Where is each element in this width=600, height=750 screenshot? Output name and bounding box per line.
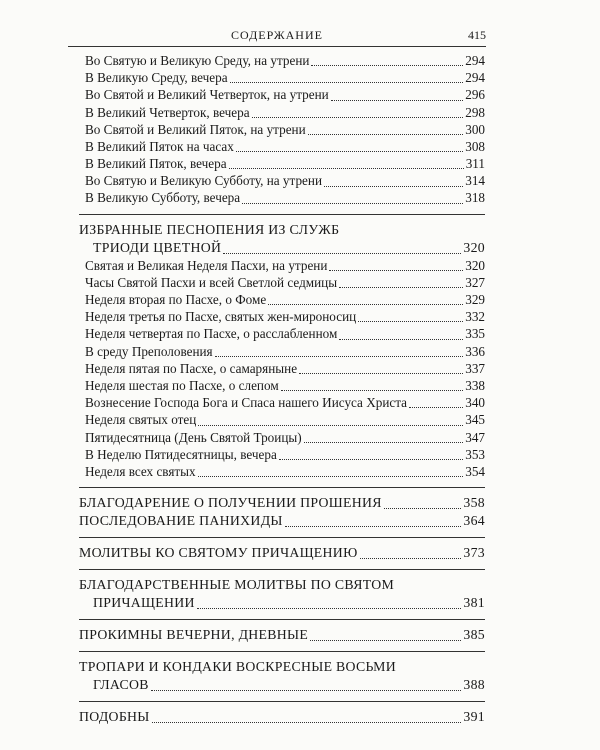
entry-title: МОЛИТВЫ КО СВЯТОМУ ПРИЧАЩЕНИЮ	[79, 545, 358, 561]
toc-entry	[85, 190, 485, 207]
leader-dots	[281, 378, 464, 391]
toc-entry	[85, 360, 485, 377]
page-ref: 381	[463, 595, 485, 611]
toc-entry	[85, 308, 485, 325]
leader-dots	[304, 430, 464, 443]
toc-entry	[85, 429, 485, 446]
toc-entry	[85, 411, 485, 428]
page-ref: 327	[465, 274, 485, 290]
toc-section-thanks	[79, 494, 485, 530]
page-ref: 340	[465, 395, 485, 411]
entry-title: Во Святую и Великую Субботу, на утрени	[85, 173, 323, 189]
page-ref: 373	[463, 545, 485, 561]
running-header-title: СОДЕРЖАНИЕ	[231, 28, 323, 42]
leader-dots	[331, 88, 464, 101]
leader-dots	[268, 292, 463, 305]
page-ref: 385	[463, 627, 485, 643]
entry-title: Неделя четвертая по Пасхе, о расслабленном	[85, 326, 338, 342]
page-ref: 294	[465, 52, 485, 68]
toc-section-podobny	[79, 708, 485, 726]
entry-title: ПРОКИМНЫ ВЕЧЕРНИ, ДНЕВНЫЕ	[79, 627, 309, 643]
entry-title: Во Святой и Великий Пяток, на утрени	[85, 121, 306, 137]
entry-title: Во Святой и Великий Четверток, на утрени	[85, 87, 329, 103]
toc-entry	[85, 86, 485, 103]
page-ref: 338	[465, 377, 485, 393]
page-ref: 354	[465, 463, 485, 479]
page-ref: 332	[465, 309, 485, 325]
section-heading-line2: ТРИОДИ ЦВЕТНОЙ	[93, 239, 222, 255]
leader-dots	[197, 596, 462, 609]
page-ref: 294	[465, 70, 485, 86]
leader-dots	[299, 361, 463, 374]
leader-dots	[223, 241, 461, 254]
toc-entry	[85, 172, 485, 189]
entry-title: В Великий Пяток на часах	[85, 138, 234, 154]
entry-title: Неделя шестая по Пасхе, о слепом	[85, 377, 279, 393]
toc-entry	[79, 676, 485, 694]
leader-dots	[151, 678, 462, 691]
toc-entry	[85, 69, 485, 86]
toc-entry	[85, 394, 485, 411]
page-ref: 311	[465, 156, 485, 172]
leader-dots	[311, 53, 463, 66]
leader-dots	[230, 70, 464, 83]
page-ref: 314	[465, 173, 485, 189]
page-ref: 296	[465, 87, 485, 103]
page-ref: 298	[465, 104, 485, 120]
page-ref: 329	[465, 292, 485, 308]
section-divider	[79, 569, 485, 570]
page-ref: 335	[465, 326, 485, 342]
page-ref: 388	[463, 677, 485, 693]
section-divider	[79, 701, 485, 702]
page-ref: 336	[465, 343, 485, 359]
toc-entry	[85, 291, 485, 308]
entry-title: Пятидесятница (День Святой Троицы)	[85, 429, 302, 445]
entry-title: Часы Святой Пасхи и всей Светлой седмицы	[85, 274, 338, 290]
table-of-contents	[79, 52, 485, 726]
leader-dots	[329, 258, 463, 271]
toc-entry	[79, 594, 485, 612]
entry-title: Неделя третья по Пасхе, святых жен-мироносиц	[85, 309, 357, 325]
toc-entry	[79, 512, 485, 530]
toc-entry	[79, 544, 485, 562]
toc-entry	[85, 138, 485, 155]
entry-title: Во Святую и Великую Среду, на утрени	[85, 52, 310, 68]
page-ref: 364	[463, 513, 485, 529]
section-divider	[79, 619, 485, 620]
page-ref: 345	[465, 412, 485, 428]
toc-entry	[85, 121, 485, 138]
page-ref: 318	[465, 190, 485, 206]
entry-title: Неделя святых отец	[85, 412, 197, 428]
leader-dots	[279, 447, 463, 460]
leader-dots	[339, 275, 463, 288]
page-ref: 320	[465, 257, 485, 273]
page-ref: 358	[463, 495, 485, 511]
toc-entry	[79, 239, 485, 257]
toc-entry	[85, 325, 485, 342]
toc-entry	[85, 377, 485, 394]
leader-dots	[198, 413, 463, 426]
toc-group-triod	[85, 257, 485, 480]
entry-title: Святая и Великая Неделя Пасхи, на утрени	[85, 257, 328, 273]
toc-section-thanks-prayers	[79, 576, 485, 612]
section-heading-line2: ПРИЧАЩЕНИИ	[93, 595, 195, 611]
entry-title: ПОСЛЕДОВАНИЕ ПАНИХИДЫ	[79, 513, 283, 529]
toc-entry	[79, 708, 485, 726]
leader-dots	[285, 514, 462, 527]
toc-entry	[85, 343, 485, 360]
toc-section-troparia	[79, 658, 485, 694]
leader-dots	[198, 464, 464, 477]
entry-title: В Великую Среду, вечера	[85, 70, 228, 86]
toc-entry	[85, 274, 485, 291]
leader-dots	[308, 122, 464, 135]
leader-dots	[339, 327, 463, 340]
page-number: 415	[468, 28, 486, 42]
toc-entry	[79, 626, 485, 644]
section-heading-line1: ИЗБРАННЫЕ ПЕСНОПЕНИЯ ИЗ СЛУЖБ	[79, 221, 340, 237]
entry-title: В Великий Четверток, вечера	[85, 104, 250, 120]
toc-entry	[85, 155, 485, 172]
toc-entry	[85, 104, 485, 121]
section-divider	[79, 651, 485, 652]
section-divider	[79, 537, 485, 538]
entry-title: Неделя всех святых	[85, 463, 196, 479]
page-ref: 391	[463, 709, 485, 725]
entry-title: Неделя пятая по Пасхе, о самаряныне	[85, 360, 298, 376]
leader-dots	[409, 395, 463, 408]
toc-section-prayers	[79, 544, 485, 562]
toc-entry	[79, 494, 485, 512]
section-divider	[79, 487, 485, 488]
leader-dots	[310, 628, 461, 641]
toc-entry	[85, 52, 485, 69]
section-heading-line1: ТРОПАРИ И КОНДАКИ ВОСКРЕСНЫЕ ВОСЬМИ	[79, 659, 396, 675]
page-ref: 308	[465, 138, 485, 154]
running-header	[68, 28, 486, 47]
leader-dots	[215, 344, 464, 357]
section-heading-line1: БЛАГОДАРСТВЕННЫЕ МОЛИТВЫ ПО СВЯТОМ	[79, 577, 395, 593]
leader-dots	[242, 191, 463, 204]
toc-section-triod	[79, 221, 485, 257]
entry-title: ПОДОБНЫ	[79, 709, 150, 725]
toc-group-passion-week	[85, 52, 485, 207]
entry-title: В Великий Пяток, вечера	[85, 156, 227, 172]
entry-title: БЛАГОДАРЕНИЕ О ПОЛУЧЕНИИ ПРОШЕНИЯ	[79, 495, 382, 511]
leader-dots	[252, 105, 464, 118]
leader-dots	[324, 174, 463, 187]
page-ref: 300	[465, 121, 485, 137]
leader-dots	[384, 496, 462, 509]
entry-title: Неделя вторая по Пасхе, о Фоме	[85, 292, 267, 308]
page-ref: 353	[465, 446, 485, 462]
page-ref: 347	[465, 429, 485, 445]
leader-dots	[152, 710, 462, 723]
page-ref: 337	[465, 360, 485, 376]
leader-dots	[229, 156, 464, 169]
toc-entry	[85, 257, 485, 274]
toc-entry	[85, 446, 485, 463]
leader-dots	[358, 309, 463, 322]
entry-title: В Великую Субботу, вечера	[85, 190, 241, 206]
entry-title: В Неделю Пятидесятницы, вечера	[85, 446, 277, 462]
leader-dots	[360, 546, 462, 559]
entry-title: В среду Преполовения	[85, 343, 213, 359]
toc-entry	[85, 463, 485, 480]
entry-title: Вознесение Господа Бога и Спаса нашего Иисуса Христа	[85, 395, 408, 411]
section-heading-line2: ГЛАСОВ	[93, 677, 149, 693]
section-divider	[79, 214, 485, 215]
toc-section-prokimny	[79, 626, 485, 644]
page-ref: 320	[463, 239, 485, 255]
leader-dots	[236, 139, 463, 152]
